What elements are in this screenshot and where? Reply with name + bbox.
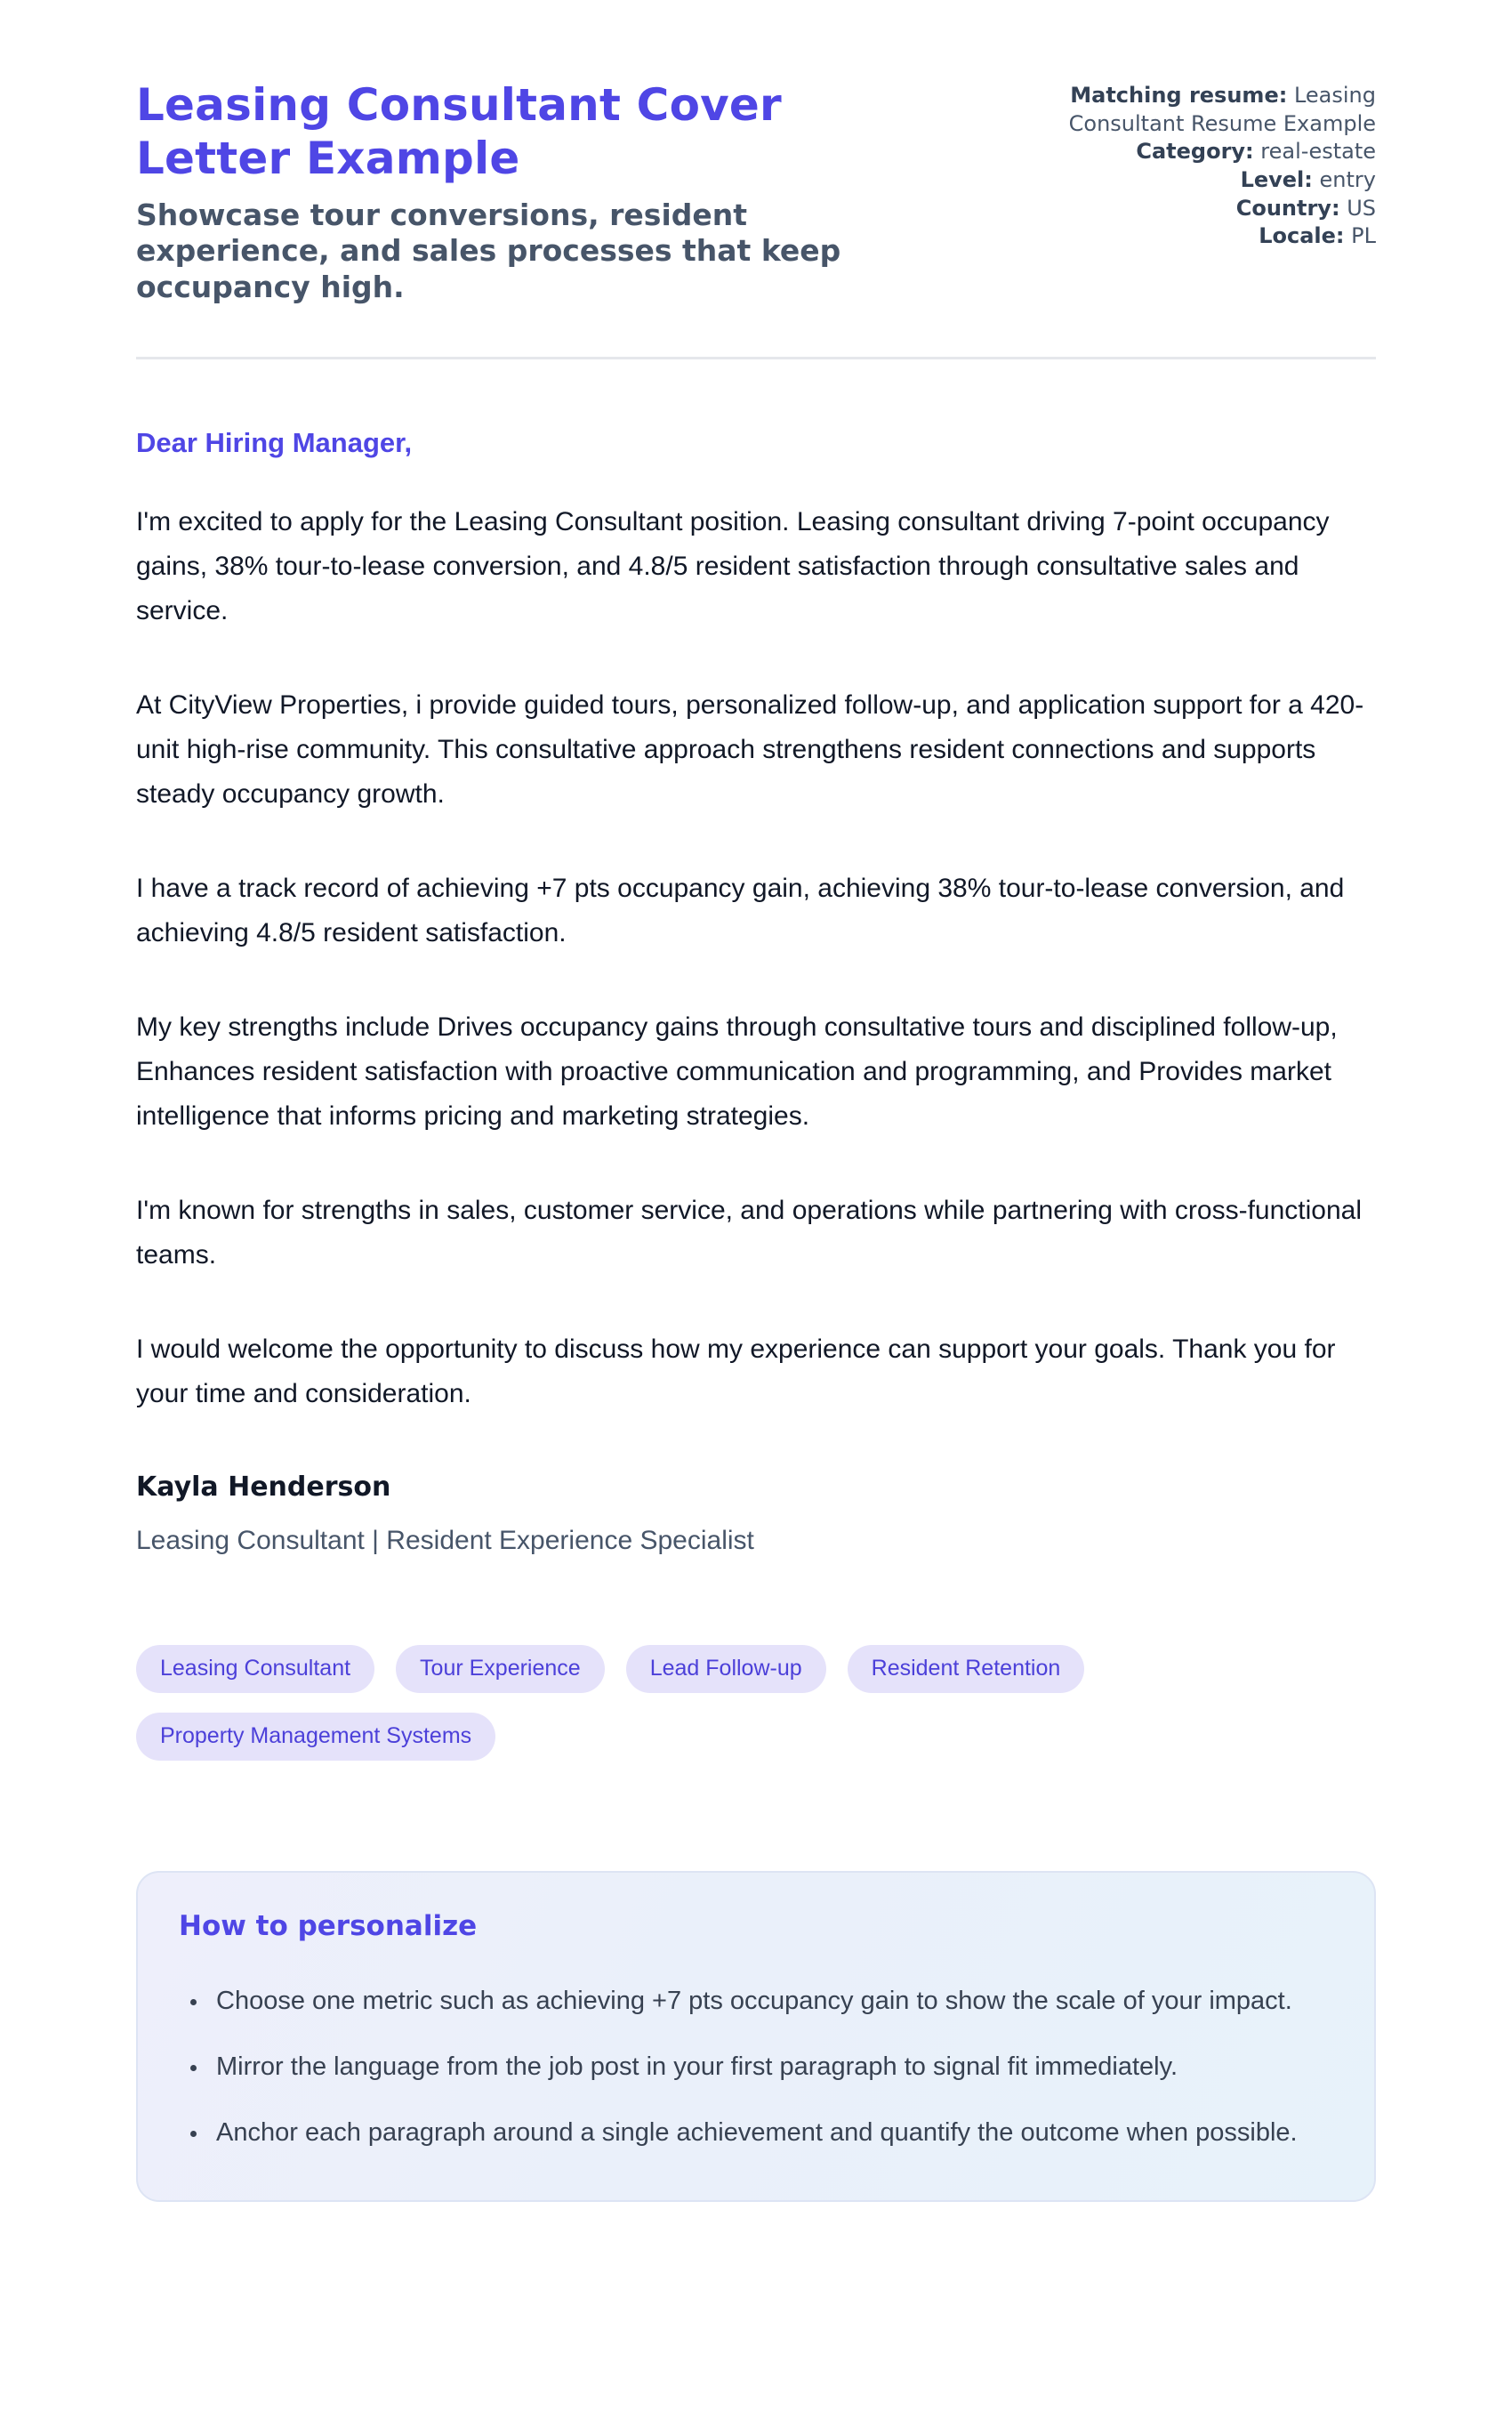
tag-tour-experience[interactable]: Tour Experience [396,1645,605,1693]
callout-tip: • Mirror the language from the job post in your first paragraph to signal fit immediately. [209,2045,1303,2088]
skill-tags [136,1645,1203,1761]
meta-label: Category: [1136,139,1254,165]
meta-label: Level: [1240,167,1313,193]
tag-property-management-systems[interactable]: Property Management Systems [136,1713,495,1761]
letter-greeting: Dear Hiring Manager, [136,426,413,458]
meta-label: Locale: [1259,223,1345,249]
tag-leasing-consultant[interactable]: Leasing Consultant [136,1645,374,1693]
cover-letter-body [136,427,1376,1556]
meta-row-category [1011,138,1376,166]
callout-title: How to personalize [179,1909,478,1942]
meta-label: Country: [1235,195,1340,221]
callout-tip-list [179,1979,1333,2154]
letter-paragraph: I have a track record of achieving +7 pts occupancy gain, achieving 38% tour-to-lease conversion, and achieving 4.8/5 resident satisfaction. [136,873,1345,947]
page-title: Leasing Consultant Cover Letter Example [136,79,782,184]
signature-role: Leasing Consultant | Resident Experience Specialist [136,1525,754,1555]
letter-paragraph: At CityView Properties, i provide guided tours, personalized follow-up, and application support for a 420-unit high-rise community. This consultative approach strengthens resident connections and supports steady occupancy growth. [136,689,1364,809]
letter-paragraph: I'm known for strengths in sales, customer service, and operations while partnering with cross-functional teams. [136,1195,1363,1270]
page-subtitle: Showcase tour conversions, resident experience, and sales processes that keep occupancy high. [136,198,841,304]
tag-resident-retention[interactable]: Resident Retention [848,1645,1085,1693]
header-divider [136,357,1376,359]
meta-value: real-estate [1260,139,1376,165]
how-to-personalize-callout [136,1871,1376,2202]
meta-label: Matching resume: [1070,83,1288,108]
meta-row-locale [1011,222,1376,251]
page-header [136,78,1376,305]
meta-row-country [1011,195,1376,223]
letter-paragraph: My key strengths include Drives occupancy gains through consultative tours and disciplined follow-up, Enhances resident satisfaction with proactive communication and programming, and Provides market intelligence that informs pricing and marketing strategies. [136,1012,1338,1131]
meta-row-level [1011,166,1376,195]
header-title-block [136,78,937,305]
signature-name: Kayla Henderson [136,1471,391,1503]
meta-value: entry [1319,167,1376,193]
callout-tip: • Choose one metric such as achieving +7 pts occupancy gain to show the scale of your impact. [209,1979,1303,2022]
letter-paragraph: I'm excited to apply for the Leasing Consultant position. Leasing consultant driving 7-point occupancy gains, 38% tour-to-lease conversion, and 4.8/5 resident satisfaction through consultative sales and service. [136,506,1330,625]
meta-value: Leasing Consultant Resume Example [1068,83,1376,136]
meta-value: PL [1351,223,1376,249]
meta-value: US [1347,195,1376,221]
resume-meta-block [1011,82,1376,251]
letter-paragraph: I would welcome the opportunity to discuss how my experience can support your goals. Thank you for your time and consideration. [136,1334,1336,1408]
tag-lead-follow-up[interactable]: Lead Follow-up [626,1645,826,1693]
meta-row-matching-resume [1011,82,1376,138]
callout-tip: • Anchor each paragraph around a single achievement and quantify the outcome when possible. [209,2111,1303,2154]
